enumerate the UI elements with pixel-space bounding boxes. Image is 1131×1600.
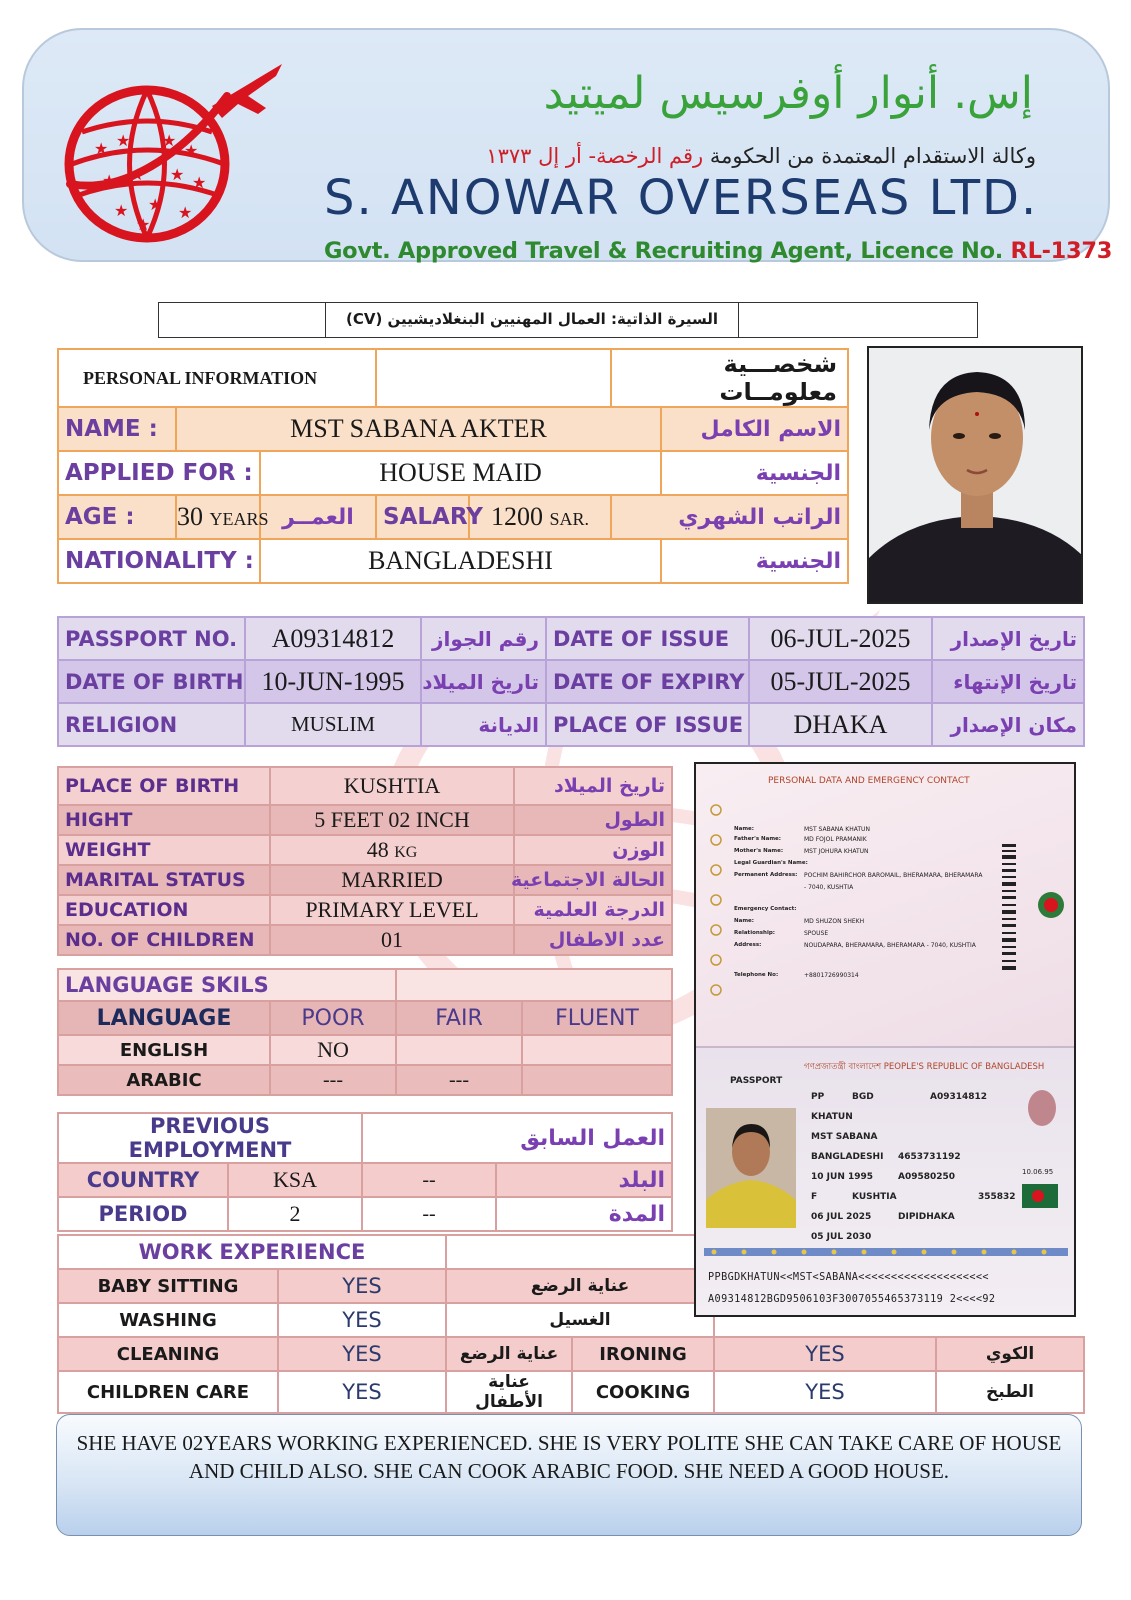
- nationality-label: NATIONALITY :: [58, 539, 260, 583]
- detail-row: [58, 835, 672, 865]
- scan-field-value: - 7040, KUSHTIA: [804, 884, 854, 891]
- language-section-title: LANGUAGE SKILS: [58, 969, 396, 1001]
- language-column-header: LANGUAGE: [58, 1001, 270, 1035]
- age-label-arabic: العمــر: [260, 495, 376, 539]
- language-fluent: [522, 1035, 672, 1065]
- scan-authority-no: 355832: [978, 1192, 1016, 1202]
- summary-text: SHE HAVE 02YEARS WORKING EXPERIENCED. SHE IS VERY POLITE SHE CAN TAKE CARE OF HOUSE AND CHILD ALSO. SHE CAN COOK ARABIC FOOD. SHE NEED A GOOD HOUSE.: [76, 1431, 1062, 1483]
- detail-value: 01: [270, 925, 514, 955]
- date-of-issue-value: 06-JUL-2025: [749, 617, 932, 660]
- summary-box: [56, 1414, 1082, 1536]
- detail-value: PRIMARY LEVEL: [270, 895, 514, 925]
- portrait-icon: [869, 348, 1083, 604]
- detail-label-arabic: الوزن: [514, 835, 672, 865]
- detail-label-arabic: عدد الاطفال: [514, 925, 672, 955]
- detail-label: EDUCATION: [58, 895, 270, 925]
- svg-text:★: ★: [184, 141, 199, 160]
- children-care-label-arabic: عناية الأطفال: [446, 1371, 572, 1413]
- scan-authority: DIPIDHAKA: [898, 1212, 955, 1222]
- detail-label: HIGHT: [58, 805, 270, 835]
- scan-expiry-date: 05 JUL 2030: [811, 1232, 872, 1242]
- company-logo-icon: [52, 46, 292, 246]
- place-of-issue-label-arabic: مكان الإصدار: [932, 703, 1084, 746]
- children-care-value: YES: [278, 1371, 446, 1413]
- religion-value: MUSLIM: [245, 703, 421, 746]
- passport-no-label-arabic: رقم الجواز: [421, 617, 546, 660]
- detail-row: [58, 767, 672, 805]
- language-name: ARABIC: [58, 1065, 270, 1095]
- cooking-label-arabic: الطبخ: [936, 1371, 1084, 1413]
- svg-text:★: ★: [192, 173, 207, 192]
- passport-no-label: PASSPORT NO.: [58, 617, 245, 660]
- age-value: 30 YEARS: [176, 495, 260, 539]
- detail-label: NO. OF CHILDREN: [58, 925, 270, 955]
- scan-field-value: NOUDAPARA, BHERAMARA, BHERAMARA - 7040, KUSHTIA: [804, 942, 976, 949]
- country-value: KSA: [228, 1163, 362, 1197]
- detail-row: [58, 865, 672, 895]
- svg-text:★: ★: [162, 131, 177, 150]
- nationality-value: BANGLADESHI: [260, 539, 661, 583]
- work-experience-title: WORK EXPERIENCE: [58, 1235, 446, 1269]
- scan-upper-title: PERSONAL DATA AND EMERGENCY CONTACT: [768, 776, 970, 786]
- personal-details-table: [57, 766, 673, 956]
- salary-label: SALARY: [376, 495, 469, 539]
- scan-field-label: Telephone No:: [734, 972, 779, 978]
- name-value: MST SABANA AKTER: [176, 407, 661, 451]
- language-name: ENGLISH: [58, 1035, 270, 1065]
- company-name: S. ANOWAR OVERSEAS LTD.: [324, 170, 1039, 226]
- cleaning-value: YES: [278, 1337, 446, 1371]
- applied-for-label: APPLIED FOR :: [58, 451, 260, 495]
- date-of-birth-label: DATE OF BIRTH: [58, 660, 245, 703]
- date-of-expiry-label-arabic: تاريخ الإنتهاء: [932, 660, 1084, 703]
- passport-data-page: [696, 764, 1074, 1046]
- company-name-arabic: إس. أنوار أوفرسيس لميتيد: [543, 68, 1033, 119]
- scan-side-date: 10.06.95: [1022, 1168, 1054, 1176]
- blank-cell: [446, 1235, 714, 1269]
- scan-field-label: Permanent Address:: [734, 872, 798, 878]
- scan-code: BGD: [852, 1092, 874, 1102]
- fluent-column-header: FLUENT: [522, 1001, 672, 1035]
- ornament-icon: [704, 798, 728, 1008]
- scan-type: PP: [811, 1092, 825, 1102]
- scan-given-names: MST SABANA: [811, 1132, 878, 1142]
- scan-field-label: Father's Name:: [734, 836, 781, 842]
- date-of-birth-value: 10-JUN-1995: [245, 660, 421, 703]
- scan-field-label: Name:: [734, 918, 754, 924]
- passport-table: [57, 616, 1085, 747]
- language-row: [58, 1035, 672, 1065]
- scan-prev-passport: A09580250: [898, 1172, 956, 1182]
- poor-column-header: POOR: [270, 1001, 396, 1035]
- age-label: AGE :: [58, 495, 176, 539]
- cleaning-label: CLEANING: [58, 1337, 278, 1371]
- detail-label: PLACE OF BIRTH: [58, 767, 270, 805]
- children-care-label: CHILDREN CARE: [58, 1371, 278, 1413]
- licence-arabic: رقم الرخصة- أر إل ١٣٧٣: [486, 144, 704, 168]
- cv-title: السيرة الذاتية: العمال المهنيين البنغلاديشيين (CV): [325, 302, 739, 338]
- flag-icon: [1022, 1184, 1058, 1208]
- detail-row: [58, 925, 672, 955]
- svg-text:★: ★: [136, 215, 151, 234]
- baby-sitting-label-arabic: عناية الرضع: [446, 1269, 714, 1303]
- tagline-text: Govt. Approved Travel & Recruiting Agent, Licence No.: [324, 238, 1003, 264]
- scan-field-value: +8801726990314: [804, 972, 859, 979]
- svg-text:★: ★: [114, 201, 129, 220]
- detail-value: MARRIED: [270, 865, 514, 895]
- passport-scan: [694, 762, 1076, 1317]
- cv-title-bar: [158, 302, 978, 338]
- svg-text:★: ★: [130, 165, 145, 184]
- emblem-icon: [1036, 890, 1066, 920]
- period-extra: --: [362, 1197, 496, 1231]
- section-title-personal-arabic: شخصـــية معلومــات: [611, 349, 848, 407]
- letterhead-banner: [22, 28, 1113, 264]
- detail-value: 5 FEET 02 INCH: [270, 805, 514, 835]
- washing-label-arabic: الغسيل: [446, 1303, 714, 1337]
- company-subtitle-arabic: [486, 144, 1036, 168]
- country-label: COUNTRY: [58, 1163, 228, 1197]
- scan-birthplace: KUSHTIA: [852, 1192, 897, 1202]
- baby-sitting-label: BABY SITTING: [58, 1269, 278, 1303]
- language-fluent: [522, 1065, 672, 1095]
- barcode-icon: [1002, 844, 1024, 974]
- salary-label-arabic: الراتب الشهري: [611, 495, 848, 539]
- mrz-line-1: PPBGDKHATUN<<MST<SABANA<<<<<<<<<<<<<<<<<<<<: [708, 1272, 989, 1283]
- scan-field-label: Legal Guardian's Name:: [734, 860, 808, 866]
- scan-nationality: BANGLADESHI: [811, 1152, 884, 1162]
- scan-dob: 10 JUN 1995: [811, 1172, 874, 1182]
- company-tagline: [324, 238, 1112, 264]
- detail-label-arabic: الدرجة العلمية: [514, 895, 672, 925]
- date-of-expiry-value: 05-JUL-2025: [749, 660, 932, 703]
- previous-employment-title: PREVIOUS EMPLOYMENT: [58, 1113, 362, 1163]
- place-of-issue-value: DHAKA: [749, 703, 932, 746]
- svg-text:★: ★: [148, 195, 163, 214]
- name-label-arabic: الاسم الكامل: [661, 407, 848, 451]
- cooking-value: YES: [714, 1371, 936, 1413]
- passport-photo-icon: [706, 1108, 796, 1228]
- language-row: [58, 1065, 672, 1095]
- date-of-expiry-label: DATE OF EXPIRY: [546, 660, 749, 703]
- cooking-label: COOKING: [572, 1371, 714, 1413]
- detail-label-arabic: الطول: [514, 805, 672, 835]
- date-of-issue-label-arabic: تاريخ الإصدار: [932, 617, 1084, 660]
- passport-photo-page: [696, 1046, 1074, 1317]
- passport-no-value: A09314812: [245, 617, 421, 660]
- date-of-issue-label: DATE OF ISSUE: [546, 617, 749, 660]
- country-extra: --: [362, 1163, 496, 1197]
- religion-label-arabic: الديانة: [421, 703, 546, 746]
- scan-number: A09314812: [930, 1092, 988, 1102]
- scan-field-label: Relationship:: [734, 930, 775, 936]
- scan-passport-word: PASSPORT: [730, 1076, 783, 1086]
- detail-row: [58, 895, 672, 925]
- mrz-line-2: A09314812BGD9506103F3007055465373119 2<<<<92: [708, 1294, 996, 1305]
- scan-field-label: Name:: [734, 826, 754, 832]
- scan-field-value: MST SABANA KHATUN: [804, 826, 870, 833]
- baby-sitting-value: YES: [278, 1269, 446, 1303]
- date-of-birth-label-arabic: تاريخ الميلاد: [421, 660, 546, 703]
- blank-cell: [396, 969, 672, 1001]
- scan-sex: F: [811, 1192, 818, 1202]
- detail-label: MARITAL STATUS: [58, 865, 270, 895]
- scan-field-value: SPOUSE: [804, 930, 829, 937]
- detail-value: 48 KG: [270, 835, 514, 865]
- scan-field-value: MD SHUZON SHEKH: [804, 918, 865, 925]
- name-label: NAME :: [58, 407, 176, 451]
- svg-text:★: ★: [94, 139, 109, 158]
- detail-label-arabic: تاريخ الميلاد: [514, 767, 672, 805]
- scan-field-value: POCHIM BAHIRCHOR BAROMAIL, BHERAMARA, BHERAMARA: [804, 872, 983, 879]
- language-poor: ---: [270, 1065, 396, 1095]
- nationality-label-arabic: الجنسية: [661, 539, 848, 583]
- scan-field-value: MD FOJOL PRAMANIK: [804, 836, 867, 843]
- svg-text:★: ★: [178, 203, 193, 222]
- scan-field-label: Address:: [734, 942, 762, 948]
- fair-column-header: FAIR: [396, 1001, 522, 1035]
- country-label-arabic: البلد: [496, 1163, 672, 1197]
- agency-description-arabic: وكالة الاستقدام المعتمدة من الحكومة: [709, 144, 1036, 168]
- blank-cell: [376, 349, 611, 407]
- previous-employment-title-arabic: العمل السابق: [362, 1113, 672, 1163]
- applicant-photo: [867, 346, 1083, 604]
- personal-information-table: [57, 348, 849, 584]
- ghost-photo-icon: [1024, 1088, 1060, 1132]
- ironing-label: IRONING: [572, 1337, 714, 1371]
- svg-text:★: ★: [102, 171, 117, 190]
- applied-for-label-arabic: الجنسية: [661, 451, 848, 495]
- scan-field-label: Mother's Name:: [734, 848, 784, 854]
- period-value: 2: [228, 1197, 362, 1231]
- washing-value: YES: [278, 1303, 446, 1337]
- scan-surname: KHATUN: [811, 1112, 853, 1122]
- ironing-value: YES: [714, 1337, 936, 1371]
- scan-country-header: গণপ্রজাতন্ত্রী বাংলাদেশ PEOPLE'S REPUBLIC OF BANGLADESH: [804, 1062, 1045, 1072]
- salary-value: 1200 SAR.: [469, 495, 611, 539]
- detail-value: KUSHTIA: [270, 767, 514, 805]
- detail-row: [58, 805, 672, 835]
- language-skills-table: [57, 968, 673, 1096]
- detail-label: WEIGHT: [58, 835, 270, 865]
- previous-employment-table: [57, 1112, 673, 1232]
- language-poor: NO: [270, 1035, 396, 1065]
- cleaning-label-arabic: عناية الرضع: [446, 1337, 572, 1371]
- washing-label: WASHING: [58, 1303, 278, 1337]
- licence-number: RL-1373: [1010, 238, 1113, 264]
- language-fair: ---: [396, 1065, 522, 1095]
- scan-issue-date: 06 JUL 2025: [811, 1212, 872, 1222]
- security-strip-icon: [704, 1248, 1068, 1256]
- detail-label-arabic: الحالة الاجتماعية: [514, 865, 672, 895]
- applied-for-value: HOUSE MAID: [260, 451, 661, 495]
- period-label: PERIOD: [58, 1197, 228, 1231]
- scan-field-label: Emergency Contact:: [734, 906, 797, 912]
- religion-label: RELIGION: [58, 703, 245, 746]
- scan-field-value: MST JOHURA KHATUN: [804, 848, 869, 855]
- scan-personal-no: 4653731192: [898, 1152, 961, 1162]
- period-label-arabic: المدة: [496, 1197, 672, 1231]
- place-of-issue-label: PLACE OF ISSUE: [546, 703, 749, 746]
- ironing-label-arabic: الكوي: [936, 1337, 1084, 1371]
- svg-text:★: ★: [170, 165, 185, 184]
- language-fair: [396, 1035, 522, 1065]
- svg-text:★: ★: [116, 131, 131, 150]
- section-title-personal: PERSONAL INFORMATION: [58, 349, 376, 407]
